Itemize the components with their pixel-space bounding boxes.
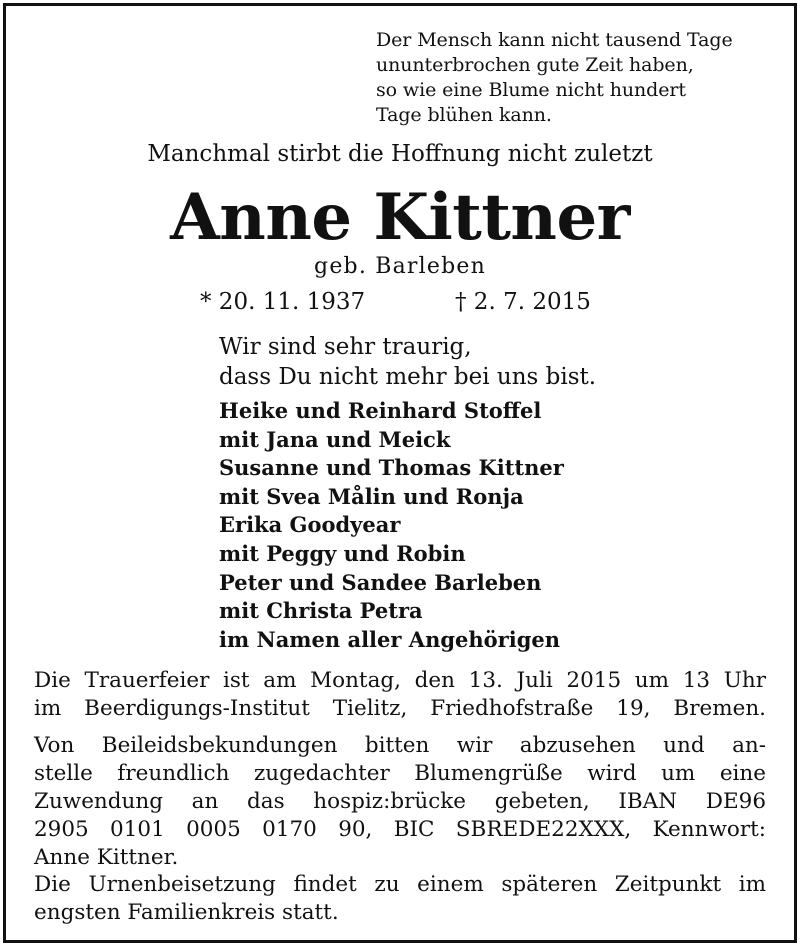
- message-line: dass Du nicht mehr bei uns bist.: [219, 364, 597, 390]
- mourner-line: Heike und Reinhard Stoffel: [219, 398, 542, 423]
- deceased-name: Anne Kittner: [170, 180, 630, 255]
- funeral-line: Die Trauerfeier ist am Montag, den 13. Juli 2015 um 13 Uhr: [34, 668, 766, 693]
- burial-info: [34, 871, 766, 927]
- donation-line: Anne Kittner.: [34, 845, 179, 870]
- farewell-message: [219, 332, 596, 392]
- message-line: Wir sind sehr traurig,: [219, 334, 472, 360]
- mourner-line: mit Christa Petra: [219, 598, 423, 624]
- quote-line: ununterbrochen gute Zeit haben,: [376, 54, 694, 76]
- mourner-line: mit Peggy und Robin: [219, 540, 466, 566]
- mourner-line: mit Jana und Meick: [219, 426, 451, 452]
- mourner-line: Erika Goodyear: [219, 512, 401, 538]
- mourners-list: [219, 397, 564, 654]
- burial-line: engsten Familienkreis statt.: [34, 900, 339, 925]
- donation-line: 2905 0101 0005 0170 90, BIC SBREDE22XXX, Kennwort:: [34, 817, 766, 842]
- mourner-line: Susanne und Thomas Kittner: [219, 455, 564, 481]
- donation-line: Zuwendung an das hospiz:brücke gebeten, IBAN DE96: [34, 789, 766, 814]
- quote-line: Tage blühen kann.: [376, 104, 552, 126]
- quote-text: [376, 28, 776, 128]
- mourner-line: mit Svea Målin und Ronja: [219, 483, 524, 509]
- mourner-line: Peter und Sandee Barleben: [219, 569, 542, 595]
- donation-info: [34, 732, 766, 872]
- quote-line: so wie eine Blume nicht hundert: [376, 79, 686, 101]
- tagline: Manchmal stirbt die Hoffnung nicht zuletzt: [147, 141, 653, 167]
- donation-line: stelle freundlich zugedachter Blumengrüße wird um eine: [34, 761, 766, 786]
- funeral-line: im Beerdigungs-Institut Tielitz, Friedhofstraße 19, Bremen.: [34, 696, 766, 721]
- quote-line: Der Mensch kann nicht tausend Tage: [376, 29, 733, 51]
- burial-line: Die Urnenbeisetzung findet zu einem späteren Zeitpunkt im: [34, 872, 766, 897]
- birth-date: * 20. 11. 1937: [200, 289, 366, 315]
- mourner-line: im Namen aller Angehörigen: [219, 626, 561, 652]
- maiden-name: geb. Barleben: [314, 254, 486, 279]
- funeral-info: [34, 667, 766, 723]
- death-date: † 2. 7. 2015: [455, 289, 591, 315]
- donation-line: Von Beileidsbekundungen bitten wir abzusehen und an-: [34, 733, 766, 758]
